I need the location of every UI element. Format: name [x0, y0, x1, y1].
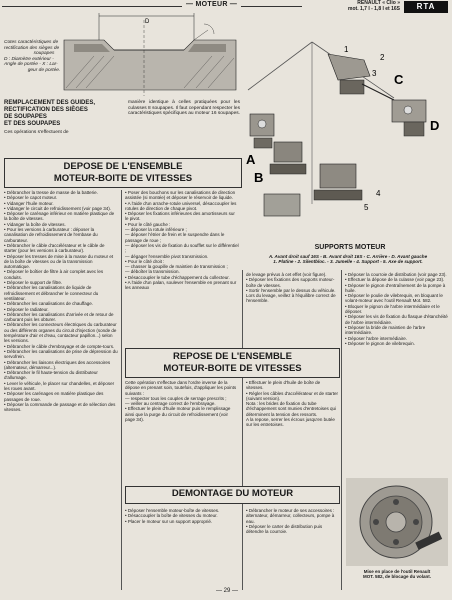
caption-line: geur de portée. — [27, 67, 61, 73]
instruction: • Débrancher les canalisations d'arrivée et de retour de carburant puis les obturer. — [4, 311, 114, 323]
depose-title-line: MOTEUR-BOITE DE VITESSES — [53, 173, 193, 184]
instruction: • Placer le moteur sur un support approprié. — [125, 518, 213, 524]
instruction: • Déposer l'arbre intermédiaire. — [345, 335, 407, 341]
photo-caption-line: Mise en place de l'outil Renault — [363, 569, 431, 574]
instruction: — veiller au centrage correct de l'embrayage. — [125, 401, 216, 407]
title-line: RECTIFICATION DES SIÈGES — [4, 107, 88, 113]
demontage-title: DEMONTAGE DU MOTEUR — [171, 488, 294, 499]
fig-label-b: B — [254, 170, 264, 185]
repose-title-box — [125, 348, 340, 378]
engine-mounts-diagram — [244, 14, 450, 240]
instruction: • Pour les versions à carburateur : déposer la canalisation de refroidissement de l'embase du carburateur. — [4, 227, 98, 243]
depose-column-1 — [4, 190, 118, 412]
rta-logo: RTA — [404, 1, 448, 13]
instruction: • Vidanger le circuit de refroidissement (voir page 34). — [4, 205, 112, 211]
valve-diagram-caption — [4, 40, 84, 74]
instruction: • Déposer le pignon d'entraînement de la pompe à huile. — [345, 282, 446, 293]
valve-section-title — [4, 100, 124, 128]
depose-column-3 — [246, 272, 338, 304]
instruction: Nota : les brides de fixation du tube d'échappement sont munies d'entretoises qui déterminent la tension des ressorts. — [246, 401, 337, 417]
demontage-title-box — [125, 486, 340, 504]
fig-label-1: 1 — [344, 45, 349, 54]
instruction: • Déposer les vis de fixation du flasque d'étanchéité de l'arbre intermédiaire. — [345, 314, 448, 325]
instruction: • Déposer le carter de distribution puis détendre la courroie. — [246, 523, 323, 535]
instruction: • Poser des bouchons sur les canalisations de direction assistée (si montée) et déposer le réservoir de liquide. — [125, 190, 236, 201]
instruction: • A l'aide d'un arrache-rotule universel, désaccoupler les rotules de direction de chaque pivot. — [125, 200, 237, 211]
instruction: • Déposer les fixations inférieures des amortisseurs sur le pivot. — [125, 211, 235, 222]
caption-line: rectification des sièges de — [4, 45, 60, 51]
supports-caption — [248, 254, 448, 265]
instruction: A la repose, serrer les écrous jusqu'en butée sur les entretoises. — [246, 417, 335, 428]
instruction: • Débrancher les canalisations de chauffage. — [4, 301, 94, 307]
repose-column-2 — [125, 380, 239, 422]
repose-title-line: MOTEUR-BOITE DE VITESSES — [163, 363, 302, 374]
instruction: de levage prévus à cet effet (voir figure). — [246, 272, 327, 277]
instruction: • Effectuer le plein d'huile moteur puis le remplissage ainsi que la purge du circuit de refroidissement (voir page 34). — [125, 406, 231, 423]
flywheel-photo — [346, 478, 448, 566]
instruction: • Déposer les tresses de mise à la masse du moteur et de la boîte de vitesses ou de la transmission automatique. — [4, 253, 114, 270]
mount-d-part — [392, 100, 426, 136]
title-line: ET DES SOUPAPES — [4, 121, 61, 127]
photo-caption — [344, 569, 450, 580]
demontage-column-4 — [345, 272, 448, 346]
photo-caption-line: MOT. 582, de blocage du volant. — [362, 574, 431, 580]
section-name: MOTEUR — [195, 1, 228, 8]
section-title: — MOTEUR — — [182, 1, 241, 8]
instruction: • Désaccoupler le tube d'échappement du collecteur. — [125, 274, 230, 280]
fig-label-5: 5 — [364, 203, 369, 212]
instruction: • Débrancher la tresse de masse de la batterie. — [4, 190, 98, 195]
instruction: • Sortir l'ensemble par le dessus du véhicule. — [246, 287, 336, 293]
instruction: — déposer la rotule inférieure ; — [125, 227, 187, 233]
instruction: • Déposer les carénages en matière plastique des passages de roue. — [4, 391, 104, 402]
instruction: • Déposer la courroie de distribution (voir page 23). — [345, 272, 447, 277]
fig-label-3: 3 — [372, 69, 377, 78]
instruction: • Déposer les fixations des supports moteur-boîte de vitesses. — [246, 277, 335, 288]
instruction: • Effectuer le plein d'huile de boîte de vitesses. — [246, 380, 321, 391]
instruction: • Déposer le support de filtre. — [4, 280, 63, 286]
fig-label-c: C — [394, 72, 404, 87]
instruction: • Vidanger l'huile moteur. — [4, 200, 54, 206]
valve-section-text-left: Ces opérations s'effectuent de — [4, 130, 69, 135]
instruction: • Déposer le capot moteur. — [4, 195, 58, 201]
repose-column-3 — [246, 380, 338, 428]
instruction: • Déposer le carénage inférieur en matière plastique de la boîte de vitesses. — [4, 211, 115, 222]
instruction: • Déposer le poulie de vilebrequin, en bloquant le volant-moteur avec l'outil Renault Mot. 582. — [345, 293, 443, 304]
page-number-value: 29 — [223, 588, 231, 594]
fig-label-4: 4 — [376, 189, 381, 198]
instruction: • Désaccoupler la boîte de vitesses du moteur. — [125, 513, 218, 519]
instruction: • Lever le véhicule, le placer sur chandelles, et déposer les roues avant. — [4, 380, 115, 391]
page-number: — 29 — — [216, 588, 239, 594]
instruction: • Déposer la bride de maintien de l'arbre intermédiaire. — [345, 324, 426, 336]
title-line: REMPLACEMENT DES GUIDES, — [4, 100, 96, 106]
instruction: • Déposer le pignon de vilebrequin. — [345, 340, 415, 346]
caption-line: D : Diamètre extérieur - — [4, 56, 54, 62]
instruction: • A l'aide d'un palan, soulever l'ensemble en prenant sur les anneaux — [125, 280, 237, 291]
instruction: • Débrancher le fil haute-tension du distributeur d'allumage. — [4, 370, 98, 381]
column-rule — [341, 270, 342, 590]
vehicle-info — [312, 0, 400, 12]
instruction: — chasser la goupille de maintien de transmission ; — [125, 264, 228, 270]
column-rule — [121, 190, 122, 590]
instruction: Lors du levage, veillez à l'équilibre correct de l'ensemble. — [246, 293, 336, 304]
repose-title-line: REPOSE DE L'ENSEMBLE — [173, 351, 292, 362]
instruction: • Bloquer le pignon de l'arbre intermédiaire et le déposer. — [345, 303, 440, 315]
instruction: • Déposer la commande de passage et de sélection des vitesses. — [4, 401, 116, 413]
demontage-column-3 — [246, 508, 338, 534]
supports-title: SUPPORTS MOTEUR — [314, 244, 386, 251]
instruction: • Débrancher les canalisations de prise de dépression du servofrein. — [4, 348, 118, 360]
supports-caption-line: A. Avant droit sauf 16S - B. Avant droit 16S - C. Arrière - D. Avant gauche — [268, 254, 428, 259]
instruction: • Déposer l'ensemble moteur-boîte de vitesses. — [125, 508, 220, 513]
instruction: • Pour le côté droit : — [125, 258, 165, 264]
instruction: • Déposer le radiateur. — [4, 306, 49, 312]
vehicle-engine: mot. 1,7 l - 1,8 l et 16S — [348, 6, 400, 12]
fig-label-2: 2 — [380, 53, 385, 62]
column-rule — [242, 270, 243, 590]
fig-label-d: D — [430, 118, 440, 133]
caption-line: Cotes caractéristiques de — [4, 40, 59, 45]
vehicle-model: RENAULT « Clio » — [357, 0, 400, 6]
supports-caption-line: 1. Platine - 2. Silentbloc. - 3. Jumelle - 4. Support - 5. Axe de support. — [273, 259, 423, 265]
instruction: • Débrancher les connecteurs électriques du carburateur ou des différents organes du circuit d'injection (sonde de température d'air et d'eau, contacteur papillon...) selon les versions. — [4, 322, 117, 344]
instruction: • Régler les câbles d'accélérateur et de starter (suivant version). — [246, 390, 338, 401]
instruction: Cette opération s'effectue dans l'ordre inverse de la dépose en prenant soin, toutefois, d'appliquer les points suivants : — [125, 380, 237, 396]
caption-line: soupapes — [33, 51, 55, 57]
instruction: — déposer l'étrier de frein et le suspendre dans le passage de roue ; — [125, 232, 225, 243]
instruction: — déboîter la transmission. — [125, 269, 180, 275]
instruction: • Débrancher le câble d'embrayage et de compte-tours. — [4, 343, 115, 349]
header-rule — [2, 6, 302, 7]
mount-b-part — [270, 142, 306, 174]
depose-title-line: DEPOSE DE L'ENSEMBLE — [63, 161, 183, 172]
title-line: DE SOUPAPES — [4, 114, 47, 120]
instruction: • Pour le côté gauche : — [125, 221, 171, 227]
diagram-label-d: D — [145, 19, 150, 25]
instruction: • Débrancher le câble d'accélérateur et le câble de starter (pour les versions à carburateur). — [4, 242, 105, 254]
mount-a-part — [250, 114, 274, 148]
depose-column-2 — [125, 190, 239, 291]
instruction: — respecter tous les couples de serrage prescrits ; — [125, 395, 227, 401]
instruction: — dégager l'ensemble pivot transmission. — [125, 253, 209, 259]
caption-line: Angle de portée - X : Lar- — [4, 62, 58, 68]
instruction: • Débrancher les canalisations de liquide de refroidissement et débrancher le connecteur du ventilateur. — [4, 285, 99, 301]
instruction: — déposer les vis de fixation du soufflet sur le différentiel ; — [125, 242, 239, 254]
instruction: • Débrancher le moteur de ses accessoires : alternateur, démarreur, collecteurs, pompe à eau. — [246, 508, 335, 524]
fig-label-a: A — [246, 152, 256, 167]
instruction: • Débrancher les liaisons électriques des accessoires (alternateur, démarreur...). — [4, 359, 111, 370]
instruction: • Déposer le boîtier de filtre à air complet avec les conduits. — [4, 269, 104, 280]
instruction: • Effectuer la dépose de la culasse (voir page 23). — [345, 277, 445, 283]
valve-section-text-right: manière identique à celles pratiquées pour les culasses 8 soupapes. Il faut cependant respecter les caractéristiques spécifiques au moteur 16 soupapes. — [128, 100, 240, 117]
instruction: • Vidanger la boîte de vitesses. — [4, 221, 66, 227]
depose-title-box — [4, 158, 242, 188]
demontage-column-2 — [125, 508, 239, 524]
